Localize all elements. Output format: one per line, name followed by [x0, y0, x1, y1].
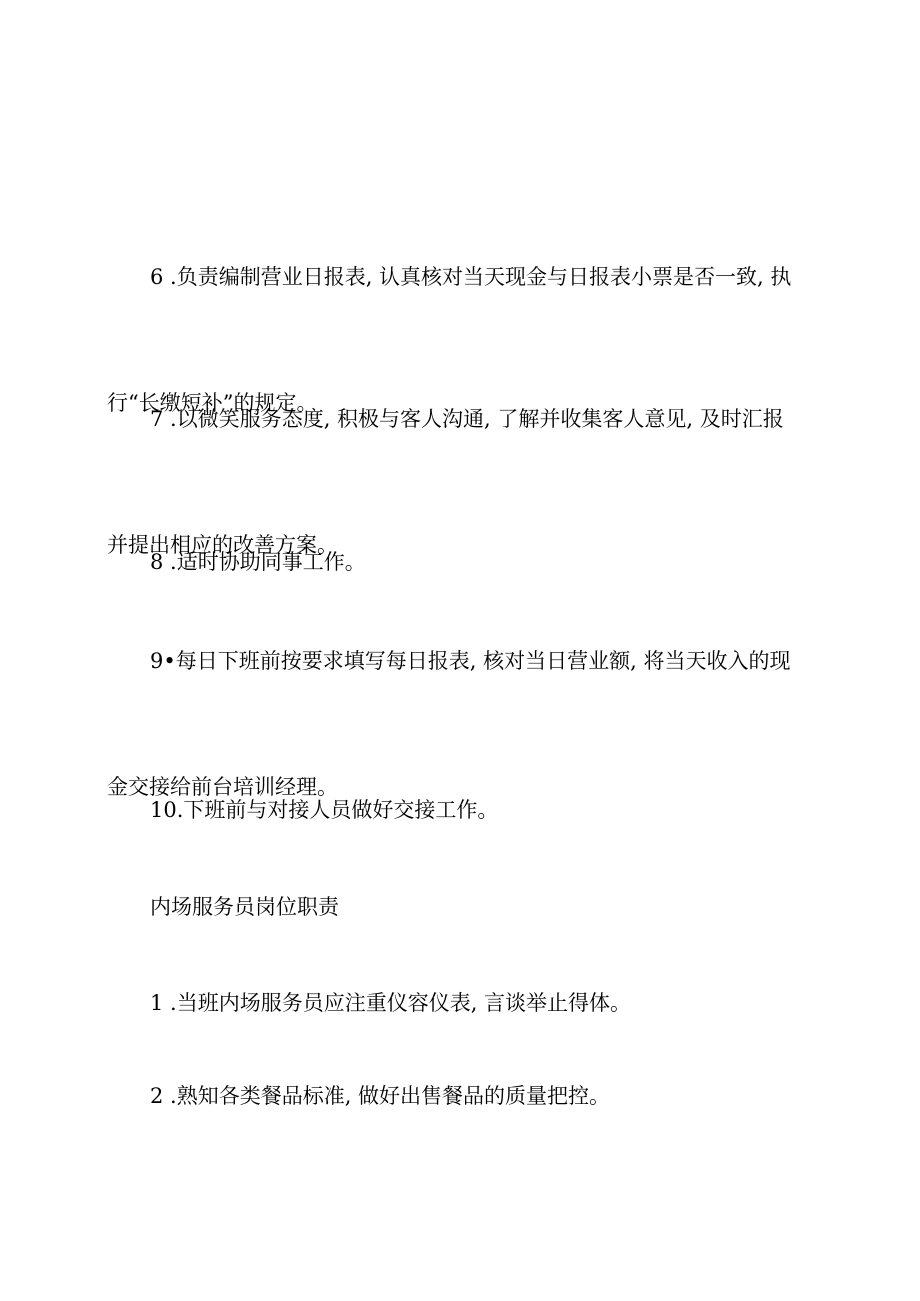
paragraph-line: 10.下班前与对接人员做好交接工作。: [150, 798, 499, 822]
paragraph-line: 7 .以微笑服务态度, 积极与客人沟通, 了解并收集客人意见, 及时汇报: [150, 407, 784, 431]
paragraph-line: 并提出相应的改善方案。: [107, 533, 338, 557]
paragraph-line: 金交接给前台培训经理。: [107, 775, 338, 799]
section-title-text: 内场服务员岗位职责: [150, 895, 339, 919]
paragraph-line: 1 .当班内场服务员应注重仪容仪表, 言谈举止得体。: [150, 991, 632, 1015]
paragraph-line: 8 .适时协助同事工作。: [150, 550, 366, 574]
section-item-2: [107, 991, 817, 1201]
paragraph-line: 6 .负责编制营业日报表, 认真核对当天现金与日报表小票是否一致, 执: [150, 265, 792, 289]
paragraph-line: 行“长缴短补”的规定。: [107, 391, 318, 415]
paragraph-line: 9•每日下班前按要求填写每日报表, 核对当日营业额, 将当天收入的现: [150, 649, 791, 673]
paragraph-line: 2 .熟知各类餐品标准, 做好出售餐品的质量把控。: [150, 1084, 611, 1108]
